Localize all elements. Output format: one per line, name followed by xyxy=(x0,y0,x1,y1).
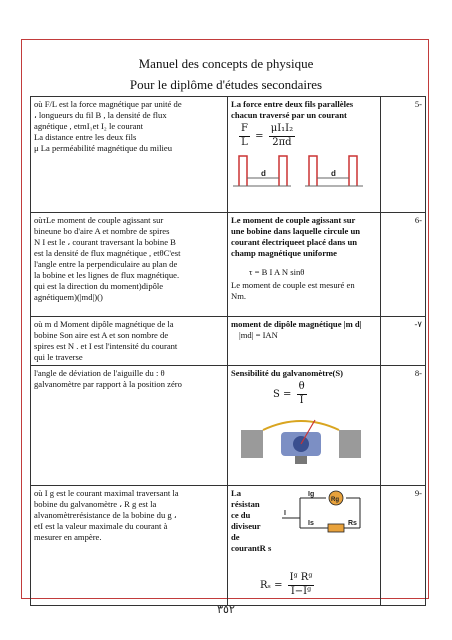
table-row xyxy=(31,317,426,366)
table-row xyxy=(31,213,426,317)
parallel-wires-figure xyxy=(231,150,371,192)
current-is-label: Is xyxy=(308,520,314,527)
galvanometer-figure xyxy=(231,408,371,468)
row-number: 8- xyxy=(381,366,426,486)
force-formula: $\frac{F}{L}$ = $\frac{\text{μI₁I₂}}{2\pi d}$ xyxy=(241,123,294,148)
row-number: 6- xyxy=(381,213,426,317)
current-i-label: I xyxy=(284,510,286,517)
row-topic: Sensibilité du galvanomètre(S) S = $\frac{\theta}{I}$ xyxy=(228,366,381,486)
shunt-formula: Rₛ = $\frac{\text{Iᵍ Rᵍ}}{\text{I−Iᵍ}}$ xyxy=(260,572,313,597)
table-row xyxy=(31,97,426,213)
page-number: ٣٥٢ xyxy=(217,603,235,616)
distance-label: d xyxy=(331,168,336,178)
dipole-formula: |md| = IAN xyxy=(239,330,278,340)
sensitivity-formula: S = $\frac{\theta}{I}$ xyxy=(273,381,305,406)
row-topic: Le moment de couple agissant sur une bobine dans laquelle circule un courant électriqueet placé dans un champ magnétique uniforme τ = B I A N sinθ Le moment de couple est mesuré en Nm. xyxy=(228,213,381,317)
row-description: où m d Moment dipôle magnétique de la bobine Son aire est A et son nombre de spires est N . et I est l'intensité du courant qui le traverse xyxy=(31,317,228,366)
document-title: Manuel des concepts de physique xyxy=(138,56,314,71)
row-number: -٧ xyxy=(381,317,426,366)
document-subtitle: Pour le diplôme d'études secondaires xyxy=(129,77,323,92)
row-number: 9- xyxy=(381,486,426,606)
row-topic: La force entre deux fils parallèles chacun traversé par un courant $\frac{F}{L}$ = $\frac{\text{μI₁I₂}}{2\pi d}$ d d xyxy=(228,97,381,213)
distance-label: d xyxy=(261,168,266,178)
row-number: 5- xyxy=(381,97,426,213)
shunt-circuit-figure xyxy=(280,490,366,536)
resistance-rg-label: Rg xyxy=(331,497,339,503)
row-description: l'angle de déviation de l'aiguille du : θ galvanomètre par rapport à la position zéro xyxy=(31,366,228,486)
row-description: oùτLe moment de couple agissant sur bineune bo d'aire A et nombre de spires N I est le ، courant traversant la bobine B est la densité de flux magnétique , etθC'est l'angle entre la perpendiculaire au plan de la bobine et les lignes de flux magnétique. qui est la direction du moment)dipôle agnétiquem)(|md|)() xyxy=(31,213,228,317)
row-topic: moment de dipôle magnétique |m d| |md| = IAN xyxy=(228,317,381,366)
torque-formula: τ = B I A N sinθ xyxy=(249,267,305,277)
resistance-rs-label: Rs xyxy=(348,520,357,527)
row-topic: La résistan ce du diviseur de courantR s Ig Rg I Is Rs Rₛ = $\frac{\text{Iᵍ Rᵍ}}{\text{I−Iᵍ}}$ xyxy=(228,486,381,606)
row-description: où F/L est la force magnétique par unité de ، longueurs du fil B , la densité de flux agnétique , etmI₁et I₂ le courant La distance entre les deux fils μ La perméabilité magnétique du milieu xyxy=(31,97,228,213)
table-row xyxy=(31,366,426,486)
concepts-table xyxy=(30,96,426,606)
current-ig-label: Ig xyxy=(308,491,315,498)
table-row xyxy=(31,486,426,606)
row-description: où I g est le courant maximal traversant la bobine du galvanomètre ، R g est la alvanomètrerésistance de la bobine du g ، etI est la valeur maximale du courant à mesurer en ampère. xyxy=(31,486,228,606)
